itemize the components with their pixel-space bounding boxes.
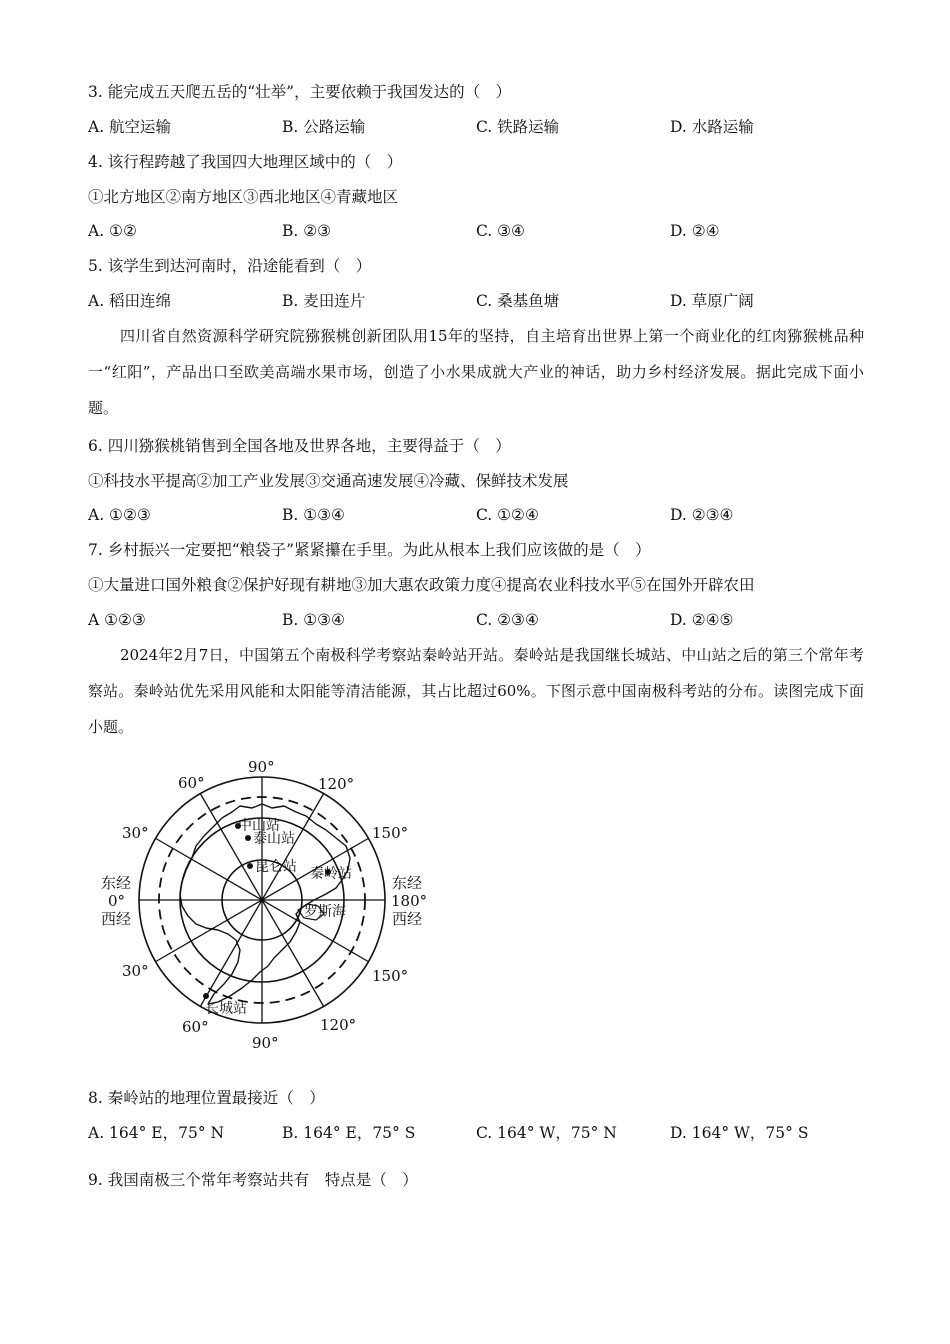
q8-option-b: B. 164° E，75° S [282, 1124, 416, 1142]
station-label-taishan: 泰山站 [253, 831, 295, 847]
q3-option-b: B. 公路运输 [282, 118, 366, 136]
q6-items: ①科技水平提高②加工产业发展③交通高速发展④冷藏、保鲜技术发展 [88, 472, 569, 490]
q4-option-c: C. ③④ [476, 222, 525, 240]
station-label-qinling: 秦岭站 [310, 866, 352, 882]
great-wall-station-dot [203, 993, 209, 999]
q5-option-a: A. 稻田连绵 [88, 292, 172, 310]
q7-items: ①大量进口国外粮食②保护好现有耕地③加大惠农政策力度④提高农业科技水平⑤在国外开辟农田 [88, 576, 755, 594]
q8-stem: 8. 秦岭站的地理位置最接近（ ） [88, 1089, 325, 1107]
q5-stem: 5. 该学生到达河南时，沿途能看到（ ） [88, 257, 372, 275]
passage-qinling: 2024年2月7日，中国第五个南极科学考察站秦岭站开站。秦岭站是我国继长城站、中山站之后的第三个常年考察站。秦岭站优先采用风能和太阳能等清洁能源，其占比超过60%。下图示意中国南极科考站的分布。读图完成下面小题。 [88, 646, 864, 736]
lon-label-180: 180° [391, 892, 428, 910]
q6-stem: 6. 四川猕猴桃销售到全国各地及世界各地，主要得益于（ ） [88, 437, 511, 455]
lon-label-30-east: 30° [122, 824, 149, 842]
q7-option-d: D. ②④⑤ [670, 611, 734, 629]
q4-stem: 4. 该行程跨越了我国四大地理区域中的（ ） [88, 153, 403, 171]
q6-option-a: A. ①②③ [88, 506, 151, 524]
q8-option-a: A. 164° E，75° N [88, 1124, 225, 1142]
q5-option-c: C. 桑基鱼塘 [476, 292, 560, 310]
passage-kiwi: 四川省自然资源科学研究院猕猴桃创新团队用15年的坚持，自主培育出世界上第一个商业化的红肉猕猴桃品种一“红阳”，产品出口至欧美高端水果市场，创造了小水果成就大产业的神话，助力乡村经济发展。据此完成下面小题。 [88, 327, 864, 417]
lon-label-120-east: 120° [318, 775, 355, 793]
q4-option-d: D. ②④ [670, 222, 720, 240]
lon-label-150-east: 150° [372, 824, 409, 842]
station-label-zhongshan: 中山站 [238, 818, 280, 834]
lon-label-0: 0° [108, 892, 126, 910]
q8-option-d: D. 164° W，75° S [670, 1124, 809, 1142]
q6-option-b: B. ①③④ [282, 506, 345, 524]
west-label-right: 西经 [392, 910, 423, 928]
station-label-great-wall: 长城站 [205, 1001, 247, 1017]
q7-option-c: C. ②③④ [476, 611, 539, 629]
sea-label-ross: 罗斯海 [304, 904, 346, 920]
lon-label-150-west: 150° [372, 967, 409, 985]
q3-option-a: A. 航空运输 [88, 118, 172, 136]
q6-option-d: D. ②③④ [670, 506, 734, 524]
q7-option-b: B. ①③④ [282, 611, 345, 629]
taishan-station-dot [245, 835, 251, 841]
q9-stem: 9. 我国南极三个常年考察站共有 特点是（ ） [88, 1171, 418, 1189]
q3-stem: 3. 能完成五天爬五岳的“壮举”，主要依赖于我国发达的（ ） [88, 83, 512, 101]
east-label-right: 东经 [392, 874, 423, 892]
west-label-left: 西经 [101, 910, 132, 928]
q3-option-d: D. 水路运输 [670, 118, 754, 136]
lon-label-60-west: 60° [182, 1018, 209, 1036]
q6-option-c: C. ①②④ [476, 506, 539, 524]
station-label-kunlun: 昆仑站 [255, 859, 297, 875]
q4-option-a: A. ①② [88, 222, 137, 240]
q4-items: ①北方地区②南方地区③西北地区④青藏地区 [88, 188, 399, 206]
q5-option-d: D. 草原广阔 [670, 292, 754, 310]
kunlun-station-dot [247, 863, 253, 869]
lon-label-120-west: 120° [320, 1016, 357, 1034]
lon-label-60-east: 60° [178, 774, 205, 792]
q3-option-c: C. 铁路运输 [476, 118, 560, 136]
lon-label-30-west: 30° [122, 962, 149, 980]
q8-option-c: C. 164° W，75° N [476, 1124, 617, 1142]
antarctic-station-map [95, 752, 435, 1052]
q5-option-b: B. 麦田连片 [282, 292, 366, 310]
q7-option-a: A ①②③ [88, 611, 146, 629]
east-label-left: 东经 [101, 874, 132, 892]
lon-label-top-90: 90° [248, 758, 275, 776]
q7-stem: 7. 乡村振兴一定要把“粮袋子”紧紧攥在手里。为此从根本上我们应该做的是（ ） [88, 541, 651, 559]
q4-option-b: B. ②③ [282, 222, 332, 240]
lon-label-bottom-90: 90° [252, 1034, 279, 1052]
